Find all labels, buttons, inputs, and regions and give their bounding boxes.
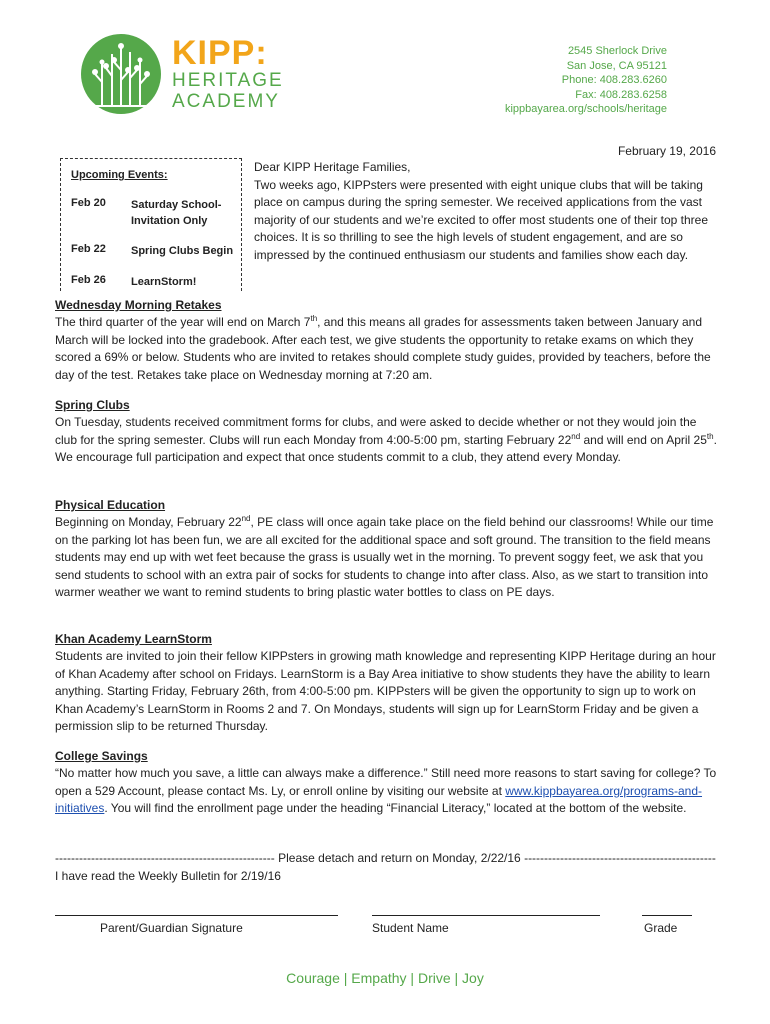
upcoming-events-box <box>60 158 242 291</box>
event-item <box>71 274 239 290</box>
section-heading: College Savings <box>55 749 148 763</box>
event-item <box>71 197 239 229</box>
school-address <box>505 44 667 117</box>
brand-heritage: HERITAGE <box>172 70 284 91</box>
address-street: 2545 Sherlock Drive <box>567 45 667 57</box>
event-text: LearnStorm! <box>131 276 197 288</box>
event-text: Saturday School- Invitation Only <box>131 199 222 227</box>
section-body: Students are invited to join their fellow KIPPsters in growing math knowledge and representing KIPP Heritage during an hour of Khan Academy after school on Fridays. LearnStorm is a Bay Area initiative to show students they have the ability to learn anything. Starting Friday, February 26th, from 4:00-5:00 pm. KIPPsters will be given the opportunity to sign up to work on Khan Academy’s LearnStorm in Rooms 2 and 7. On Mondays, students will sign up for LearnStorm Friday and be given a permission slip to be returned Thursday. <box>55 649 716 734</box>
letter-date: February 19, 2016 <box>617 144 716 158</box>
section-body: On Tuesday, students received commitment forms for clubs, and were asked to decide whether or not they would join the club for the spring semester. Clubs will run each Monday from 4:00-5:00 pm, starting February 22nd and will end on April 25th. We encourage full participation and expect that once students commit to a club, they attend every Monday. <box>55 415 717 465</box>
event-item <box>71 243 239 259</box>
brand-kipp: KIPP: <box>172 34 268 72</box>
address-fax: Fax: 408.283.6258 <box>575 88 667 101</box>
upcoming-events-title: Upcoming Events: <box>71 169 168 181</box>
salutation: Dear KIPP Heritage Families, <box>254 160 411 174</box>
section-college-savings <box>55 748 717 818</box>
student-name-label: Student Name <box>372 921 449 935</box>
section-heading: Physical Education <box>55 498 166 512</box>
section-physical-education <box>55 497 717 601</box>
grade-line[interactable] <box>642 915 692 916</box>
section-heading: Spring Clubs <box>55 398 130 412</box>
parent-signature-label: Parent/Guardian Signature <box>100 921 243 935</box>
section-khan-academy <box>55 631 717 735</box>
event-date: Feb 26 <box>71 274 106 286</box>
section-body: Beginning on Monday, February 22nd, PE class will once again take place on the field behind our classrooms! While our time on the parking lot has been fun, we are all excited for the additional space and soft ground. The transition to the field means students may end up with wet feet because the grass is usually wet in the morning. To prevent soggy feet, we ask that you send students to school with an extra pair of socks for students to change into after class. Also, as we start to transition into warmer weather we want to remind students to bring plastic water bottles to class on PE days. <box>55 514 714 600</box>
acknowledgement: I have read the Weekly Bulletin for 2/19/16 <box>55 869 281 883</box>
brand-academy: ACADEMY <box>172 91 280 112</box>
address-phone: Phone: 408.283.6260 <box>561 74 667 86</box>
school-brand <box>172 36 284 112</box>
section-retakes <box>55 297 717 384</box>
event-date: Feb 20 <box>71 197 106 209</box>
section-spring-clubs <box>55 397 717 467</box>
greeting-body: Two weeks ago, KIPPsters were presented with eight unique clubs that will be taking place on campus during the spring semester. We received applications from the vast majority of our students and we’re excited to offer most students one of their top three choices. It is so thrilling to see the high levels of student engagement, and are so impressed by the continued enthusiasm our students and families show each day. <box>254 177 709 262</box>
detach-line: ------------------------------------------------------- Please detach and return on Monday, 2/22/16 ------------------------------------------------ <box>55 851 716 865</box>
programs-link[interactable]: www.kippbayarea.org/programs-and-initiatives <box>55 783 703 816</box>
event-text: Spring Clubs Begin <box>131 245 234 257</box>
greeting <box>254 159 709 265</box>
address-website: kippbayarea.org/schools/heritage <box>504 103 667 115</box>
section-heading: Wednesday Morning Retakes <box>55 298 222 312</box>
footer-values: Courage | Empathy | Drive | Joy <box>286 970 484 986</box>
section-heading: Khan Academy LearnStorm <box>55 632 212 646</box>
student-name-line[interactable] <box>372 915 600 916</box>
section-body: The third quarter of the year will end on March 7th, and this means all grades for assessments taken between January and March will be locked into the gradebook. After each test, we give students the opportunity to retake exams on which they scored a 69% or below. Students who are invited to retakes should complete study guides, provided by teachers, before the day of the test. Retakes take place on Wednesday morning at 7:20 am. <box>55 314 711 382</box>
school-logo-tree-icon <box>80 32 162 116</box>
event-date: Feb 22 <box>71 243 106 255</box>
section-body: “No matter how much you save, a little can always make a difference.” Still need more reasons to start saving for college? To open a 529 Account, please contact Ms. Ly, or enroll online by visiting our website at www.kippbayarea.org/programs-and-initiatives. You will find the enrollment page under the heading “Financial Literacy,” located at the bottom of the website. <box>55 766 717 816</box>
parent-signature-line[interactable] <box>55 915 338 916</box>
grade-label: Grade <box>644 921 678 935</box>
address-city: San Jose, CA 95121 <box>566 59 667 72</box>
